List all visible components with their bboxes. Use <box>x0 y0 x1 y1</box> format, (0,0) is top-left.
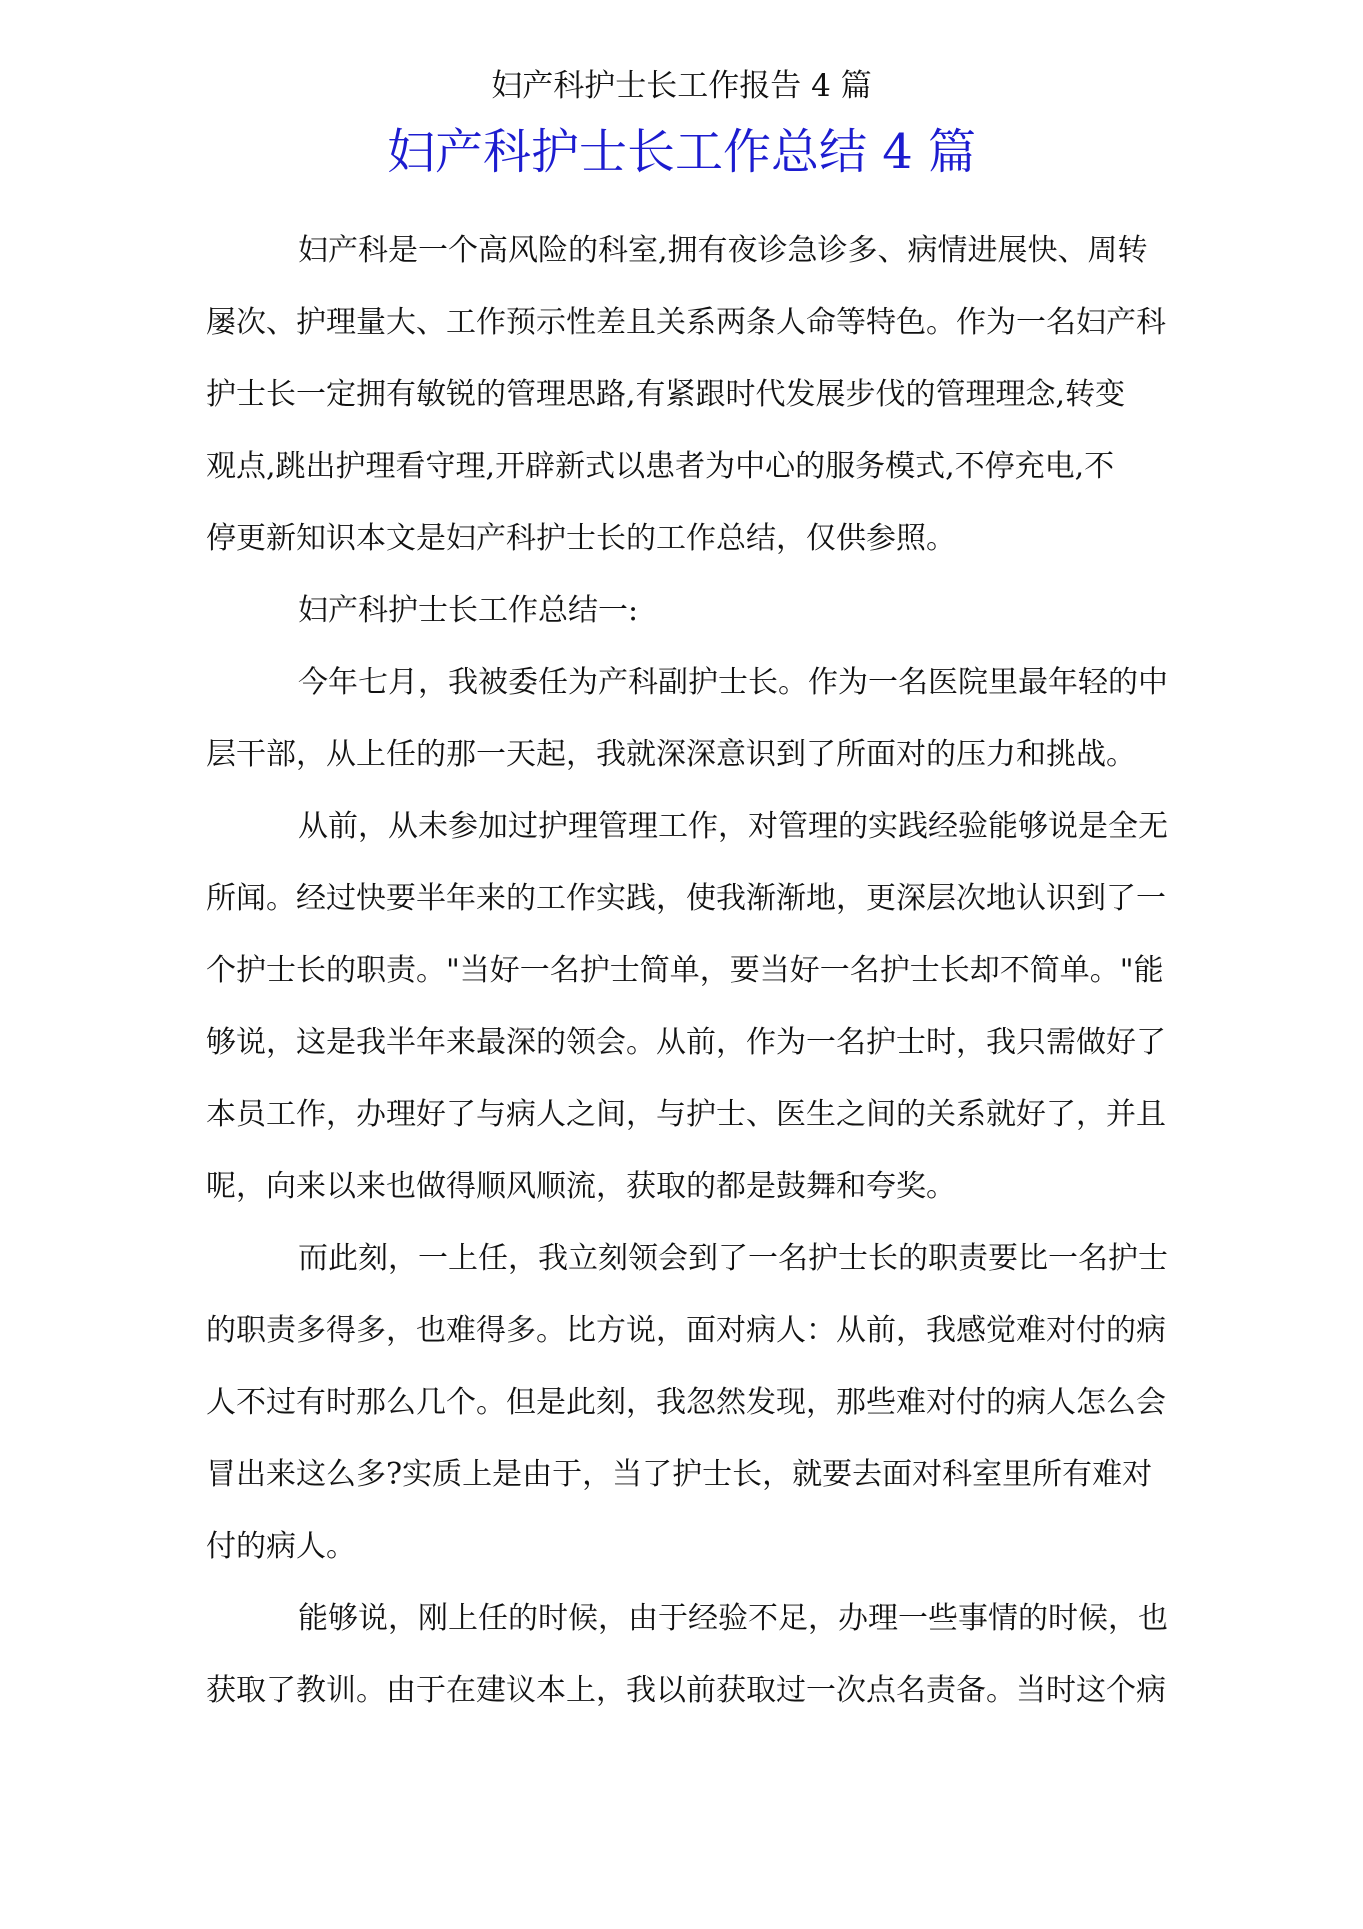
body-line: 所闻。经过快要半年来的工作实践，使我渐渐地，更深层次地认识到了一 <box>206 881 1166 916</box>
body-line: 而此刻，一上任，我立刻领会到了一名护士长的职责要比一名护士 <box>298 1241 1168 1276</box>
body-line: 冒出来这么多?实质上是由于，当了护士长，就要去面对科室里所有难对 <box>206 1457 1153 1492</box>
body-line: 屡次、护理量大、工作预示性差且关系两条人命等特色。作为一名妇产科 <box>206 305 1166 340</box>
section-heading: 妇产科护士长工作总结一: <box>298 593 639 628</box>
body-line: 妇产科是一个高风险的科室,拥有夜诊急诊多、病情进展快、周转 <box>298 233 1148 268</box>
body-line: 人不过有时那么几个。但是此刻，我忽然发现，那些难对付的病人怎么会 <box>206 1385 1166 1420</box>
body-line: 付的病人。 <box>206 1529 356 1564</box>
body-line: 停更新知识本文是妇产科护士长的工作总结，仅供参照。 <box>206 521 956 556</box>
body-line: 能够说，刚上任的时候，由于经验不足，办理一些事情的时候，也 <box>298 1601 1168 1636</box>
document-header-title: 妇产科护士长工作报告 4 篇 <box>491 68 872 104</box>
document-main-title: 妇产科护士长工作总结 4 篇 <box>386 124 977 180</box>
body-line: 呢，向来以来也做得顺风顺流，获取的都是鼓舞和夸奖。 <box>206 1169 956 1204</box>
document-body <box>206 215 1168 1727</box>
body-line: 从前，从未参加过护理管理工作，对管理的实践经验能够说是全无 <box>298 809 1168 844</box>
body-line: 本员工作，办理好了与病人之间，与护士、医生之间的关系就好了，并且 <box>206 1097 1166 1132</box>
body-line: 观点,跳出护理看守理,开辟新式以患者为中心的服务模式,不停充电,不 <box>206 449 1115 484</box>
body-line: 获取了教训。由于在建议本上，我以前获取过一次点名责备。当时这个病 <box>206 1673 1166 1708</box>
body-line: 够说，这是我半年来最深的领会。从前，作为一名护士时，我只需做好了 <box>206 1025 1166 1060</box>
body-line: 个护士长的职责。"当好一名护士简单，要当好一名护士长却不简单。"能 <box>206 953 1164 988</box>
body-line: 今年七月，我被委任为产科副护士长。作为一名医院里最年轻的中 <box>298 665 1168 700</box>
body-line: 层干部，从上任的那一天起，我就深深意识到了所面对的压力和挑战。 <box>206 737 1136 772</box>
body-line: 护士长一定拥有敏锐的管理思路,有紧跟时代发展步伐的管理理念,转变 <box>206 377 1126 412</box>
body-line: 的职责多得多，也难得多。比方说，面对病人：从前，我感觉难对付的病 <box>206 1313 1166 1348</box>
